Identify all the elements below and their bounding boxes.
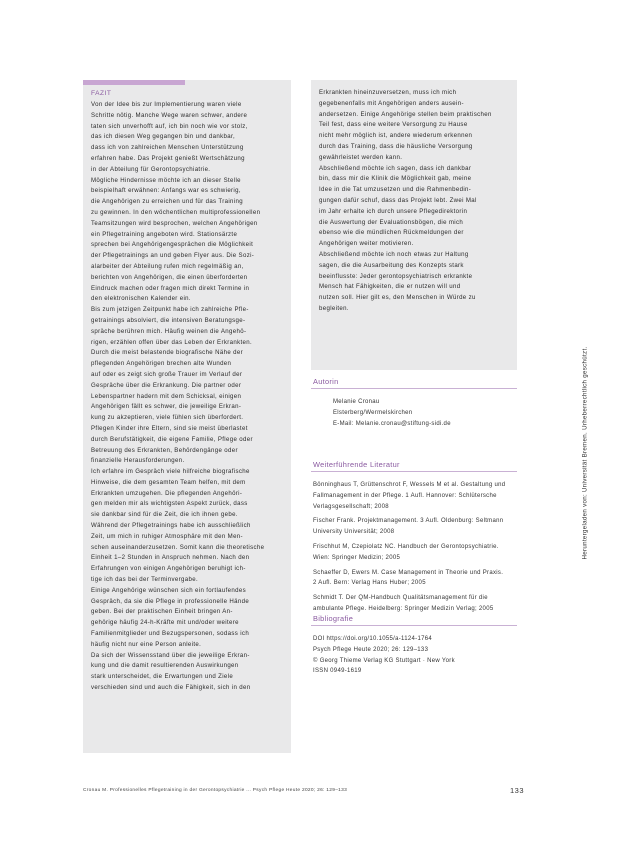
- continuation-line: Erkrankten hineinzuversetzen, muss ich mich: [319, 89, 457, 96]
- continuation-line: gewährleistet werden kann.: [319, 153, 403, 161]
- literature-reference-line: University Universität; 2008: [313, 529, 395, 536]
- fazit-line: erfahren habe. Das Projekt genießt Wertschätzung: [91, 154, 245, 162]
- continuation-line: Abschließend möchte ich noch etwas zur Haltung: [319, 250, 469, 258]
- fazit-line: sprechen bei Angehörigengesprächen die Möglichkeit: [91, 241, 254, 249]
- fazit-heading: FAZIT: [91, 90, 112, 97]
- fazit-line: Gespräche über die Erkrankung. Die partner oder: [91, 381, 242, 389]
- continuation-line: beeinflusste: Jeder gerontopsychiatrisch erkrankte: [319, 272, 473, 280]
- fazit-line: getrainings absolviert, die intensiven Beratungsge-: [91, 316, 246, 324]
- bibliography-heading: Bibliografie: [311, 614, 517, 626]
- literature-reference: [311, 480, 517, 512]
- author-section: [311, 377, 517, 429]
- download-notice: Heruntergeladen von: Universität Bremen. Urheberrechtlich geschützt.: [581, 346, 589, 560]
- fazit-line: taten sich unverhofft auf, ich bin noch wie vor stolz,: [91, 122, 248, 130]
- continuation-line: ebenso wie die mündlichen Rückmeldungen der: [319, 229, 464, 237]
- fazit-line: zu gewinnen. In den wöchentlichen multiprofessionellen: [91, 208, 261, 216]
- fazit-line: Betreuung des Erkrankten, Behördengänge oder: [91, 446, 238, 454]
- fazit-line: Hinweise, die dem gesamten Team helfen, mit dem: [91, 478, 246, 486]
- fazit-line: Eindruck machen oder fragen mich direkt Termine in: [91, 284, 250, 292]
- literature-reference-line: Schmidt T. Der QM-Handbuch Qualitätsmanagement für die: [313, 595, 488, 602]
- bibliography-section: [311, 614, 517, 677]
- fazit-line: beispielhaft erwähnen: Anfangs war es schwierig,: [91, 187, 241, 195]
- fazit-line: Teamsitzungen wird besprochen, welchen Angehörigen: [91, 219, 258, 227]
- continuation-line: nutzen soll. Hier gilt es, den Menschen in Würde zu: [319, 294, 476, 302]
- continuation-line: sagen, die die Ausarbeitung des Konzepts stark: [319, 261, 464, 269]
- continuation-line: begleiten.: [319, 304, 349, 312]
- fazit-line: finanzielle Herausforderungen.: [91, 457, 185, 465]
- fazit-line: das ich diesen Weg gegangen bin und dankbar,: [91, 133, 236, 141]
- literature-reference-line: Schaeffer D, Ewers M. Case Management in Theorie und Praxis.: [313, 569, 504, 576]
- fazit-line: in der Abteilung für Gerontopsychiatrie.: [91, 165, 211, 173]
- author-city: Elsterberg/Wermelskirchen: [333, 409, 413, 416]
- fazit-line: der Pflegetrainings an und geben Flyer aus. Die Sozi-: [91, 252, 255, 260]
- continuation-line: bin, dass mir die Klinik die Möglichkeit gab, meine: [319, 175, 472, 183]
- fazit-line: Ich erfahre im Gespräch viele hilfreiche biografische: [91, 468, 250, 476]
- fazit-line: pflegenden Angehörigen brechen alte Wunden: [91, 360, 232, 368]
- literature-reference: [311, 516, 517, 538]
- literature-reference-line: Frischhut M, Czepiolatz NC. Handbuch der Gerontopsychiatrie.: [313, 543, 499, 550]
- fazit-line: durch Berufstätigkeit, die eigene Familie, Pflege oder: [91, 435, 253, 443]
- fazit-line: Erfahrungen von einigen Angehörigen beruhigt ich-: [91, 565, 246, 573]
- continuation-line: Mensch hat Fähigkeiten, die er nutzen will und: [319, 283, 461, 291]
- page-number: 133: [510, 786, 525, 795]
- fazit-line: Durch die meist belastende biografische Nähe der: [91, 349, 243, 357]
- fazit-line: verschieden sind und auch die Fähigkeit, sich in den: [91, 684, 251, 692]
- fazit-line: auf oder es zeigt sich große Trauer im Verlauf der: [91, 370, 243, 378]
- fazit-line: alarbeiter der Abteilung rufen mich regelmäßig an,: [91, 262, 244, 270]
- literature-list: [311, 480, 517, 615]
- author-heading: Autorin: [311, 377, 517, 389]
- fazit-line: Während der Pflegetrainings habe ich ausschließlich: [91, 522, 251, 530]
- fazit-line: die Angehörigen zu erreichen und für das Training: [91, 198, 243, 206]
- literature-reference-line: Fischer Frank. Projektmanagement. 3 Aufl. Oldenburg: Seltmann: [313, 518, 504, 525]
- literature-reference: [311, 568, 517, 590]
- continuation-line: die Auswertung der Evaluationsbögen, die mich: [319, 218, 464, 226]
- literature-reference-line: Wien: Springer Medizin; 2005: [313, 554, 401, 561]
- fazit-line: Familienmitglieder und Bezugspersonen, sodass ich: [91, 630, 250, 638]
- fazit-line: Angehörigen fällt es schwer, die jeweilige Erkran-: [91, 403, 242, 411]
- fazit-line: Da sich der Wissensstand über die jeweilige Erkran-: [91, 651, 250, 659]
- fazit-line: Einheit 1–2 Stunden in Anspruch nehmen. Nach den: [91, 554, 250, 562]
- continuation-line: andersetzen. Einige Angehörige stellen beim praktischen: [319, 110, 492, 118]
- fazit-line: schen auseinanderzusetzen. Somit kann die theoretische: [91, 543, 265, 551]
- fazit-line: gehörige häufig 24-h-Kräfte mit und/oder weitere: [91, 619, 239, 627]
- fazit-line: stark unterscheidet, die Erwartungen und Ziele: [91, 673, 234, 681]
- bibliography-line: DOI https://doi.org/10.1055/a-1124-1764: [313, 636, 432, 642]
- fazit-line: kung und die damit resultierenden Auswirkungen: [91, 662, 239, 670]
- bibliography-line: © Georg Thieme Verlag KG Stuttgart · New York: [313, 657, 455, 664]
- continuation-line: im Jahr erhalte ich durch unsere Pflegedirektorin: [319, 207, 468, 215]
- continuation-line: gungen dafür schuf, dass das Projekt lebt. Zwei Mal: [319, 196, 477, 204]
- literature-heading: Weiterführende Literatur: [311, 460, 517, 472]
- bibliography-body: [311, 634, 517, 677]
- fazit-line: Schritte nötig. Manche Wege waren schwer, andere: [91, 111, 248, 119]
- author-email[interactable]: E-Mail: Melanie.cronau@stiftung-sidi.de: [333, 420, 451, 427]
- author-name: Melanie Cronau: [333, 399, 380, 405]
- fazit-line: Einige Angehörige wünschen sich ein fortlaufendes: [91, 586, 247, 594]
- continuation-line: Abschließend möchte ich sagen, dass ich dankbar: [319, 164, 472, 172]
- bibliography-line: ISSN 0949-1619: [313, 668, 362, 675]
- bibliography-line: Psych Pflege Heute 2020; 26: 129–133: [313, 646, 429, 653]
- fazit-body: [91, 100, 284, 694]
- fazit-continuation-box: [311, 80, 517, 370]
- fazit-accent-bar: [83, 80, 185, 85]
- continuation-body: [319, 88, 509, 315]
- fazit-line: häufig nicht nur eine Person anleite.: [91, 640, 202, 648]
- literature-reference-line: Bönninghaus T, Grüttenschrot F, Wessels M et al. Gestaltung und: [313, 482, 506, 488]
- literature-reference-line: ambulante Pflege. Heidelberg: Springer Medizin Verlag; 2005: [313, 605, 494, 612]
- fazit-line: kung zu akzeptieren, viele fühlen sich überfordert.: [91, 414, 244, 422]
- fazit-line: tige ich das bei der Terminvergabe.: [91, 576, 198, 584]
- literature-reference-line: Fallmanagement in der Pflege. 1 Aufl. Hannover: Schlütersche: [313, 492, 497, 499]
- fazit-line: Gespräch, da sie die Pflege in professionelle Hände: [91, 597, 250, 605]
- literature-reference-line: Verlagsgesellschaft; 2008: [313, 503, 389, 510]
- fazit-line: Von der Idee bis zur Implementierung waren viele: [91, 101, 242, 108]
- fazit-line: gen melden mir als wichtigsten Aspekt zurück, dass: [91, 500, 248, 508]
- footer-citation: Cronau M. Professionelles Pflegetraining in der Gerontopsychiatrie ... Psych Pflege Heute 2020; 26: 129–133: [83, 788, 348, 793]
- fazit-line: Erkrankten umzugehen. Die pflegenden Angehöri-: [91, 489, 243, 497]
- fazit-line: Bis zum jetzigen Zeitpunkt habe ich zahlreiche Pfle-: [91, 306, 249, 314]
- fazit-line: Lebenspartner hadern mit dem Schicksal, einigen: [91, 392, 242, 400]
- fazit-line: rigen, erzählen offen über das Leben der Erkrankten.: [91, 338, 253, 346]
- fazit-line: dass ich von zahlreichen Menschen Unterstützung: [91, 144, 244, 152]
- fazit-line: Pflegen Kinder ihre Eltern, sind sie meist überlastet: [91, 424, 248, 432]
- continuation-line: Idee in die Tat umzusetzen und die Rahmenbedin-: [319, 186, 472, 194]
- fazit-box: [83, 80, 291, 753]
- fazit-line: Mögliche Hindernisse möchte ich an dieser Stelle: [91, 176, 241, 184]
- literature-reference-line: 2 Aufl. Bern: Verlag Hans Huber; 2005: [313, 580, 426, 587]
- continuation-line: gegebenenfalls mit Angehörigen anders ausein-: [319, 99, 464, 107]
- literature-reference: [311, 593, 517, 615]
- continuation-line: Teil fest, dass eine weitere Versorgung zu Hause: [319, 121, 468, 129]
- continuation-line: Angehörigen weiter motivieren.: [319, 240, 414, 248]
- fazit-line: Zeit, um mich in ruhiger Atmosphäre mit den Men-: [91, 532, 243, 540]
- fazit-line: berichten von Angehörigen, die einen überforderten: [91, 273, 248, 281]
- continuation-line: durch das Training, dass die häusliche Versorgung: [319, 142, 473, 150]
- continuation-line: nicht mehr möglich ist, andere wiederum erkennen: [319, 132, 473, 140]
- fazit-line: geben. Bei der praktischen Einheit bringen An-: [91, 608, 233, 616]
- fazit-line: spräche berühren mich. Häufig weinen die Angehö-: [91, 327, 247, 335]
- fazit-line: den elektronischen Kalender ein.: [91, 295, 191, 303]
- literature-reference: [311, 542, 517, 564]
- fazit-line: sie dankbar sind für die Zeit, die ich ihnen gebe.: [91, 511, 238, 519]
- literature-section: [311, 460, 517, 619]
- fazit-line: ein Pflegetraining angeboten wird. Stationsärzte: [91, 230, 238, 238]
